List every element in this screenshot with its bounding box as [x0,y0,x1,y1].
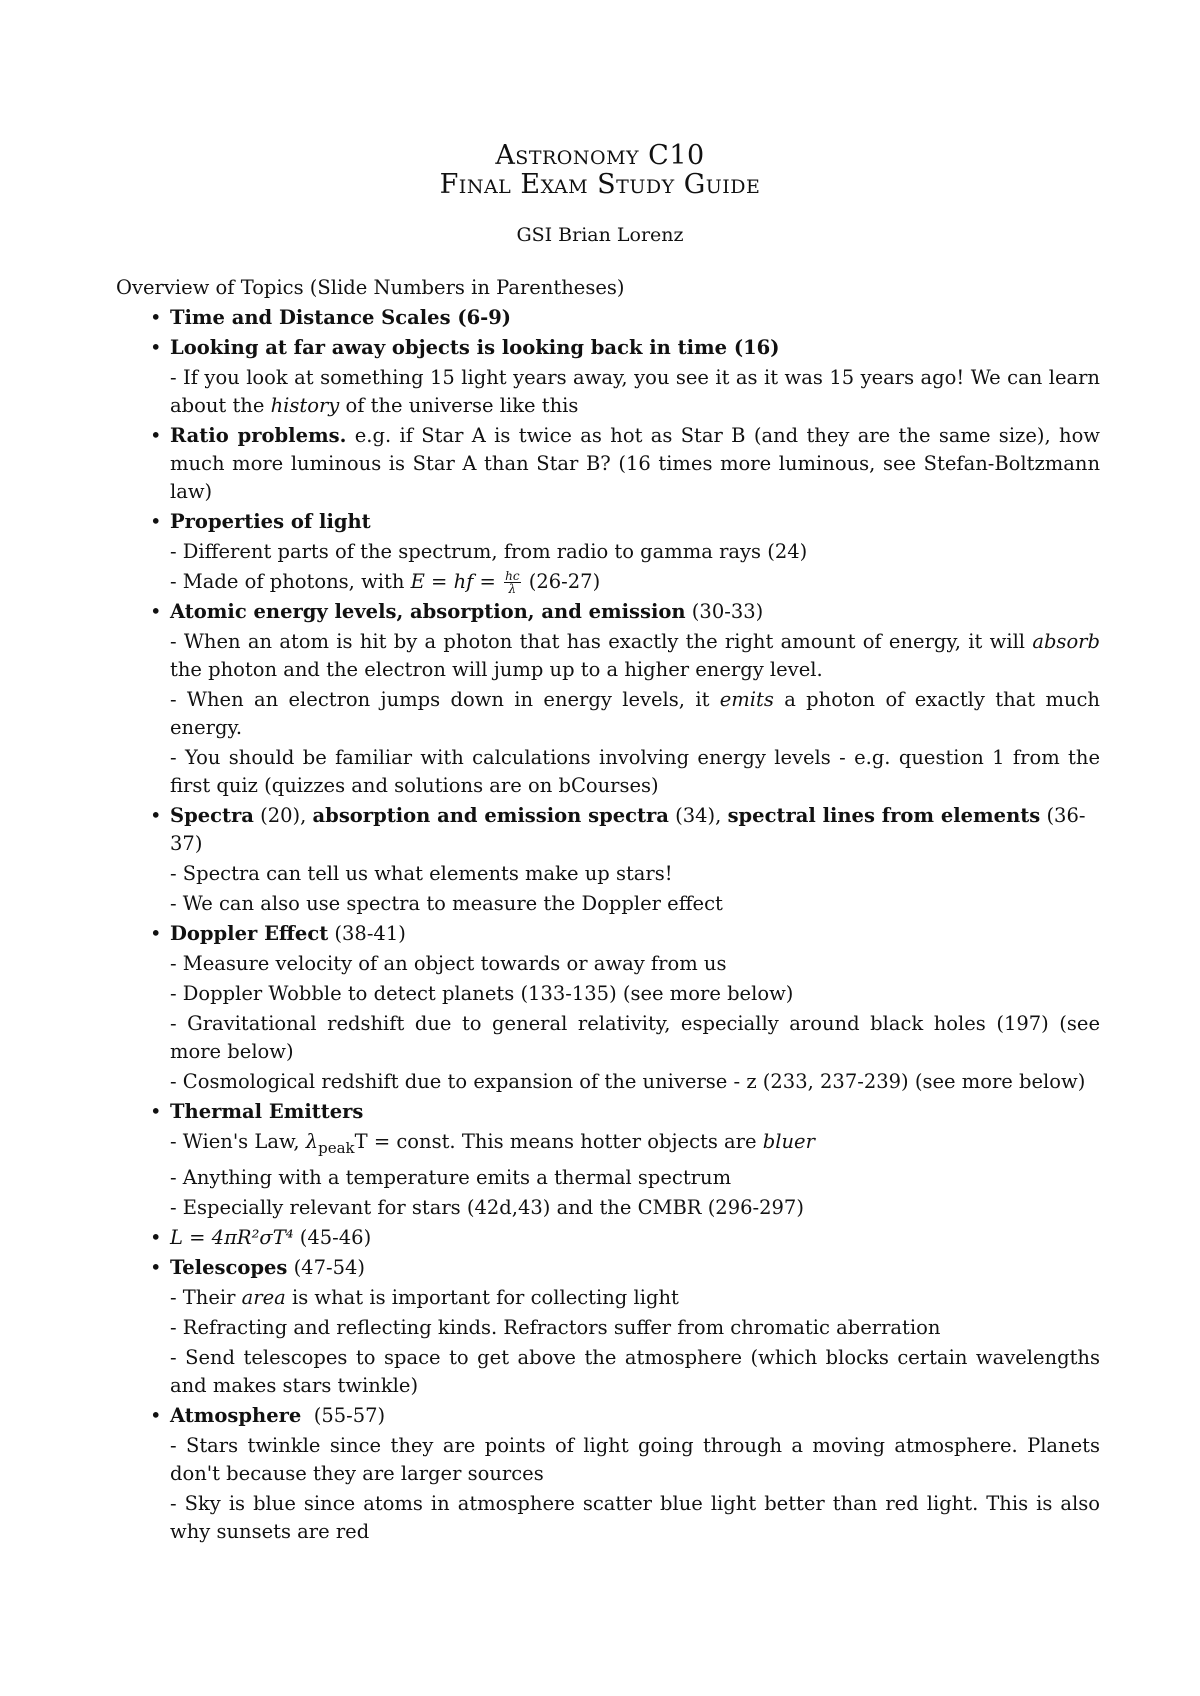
bullet-icon: • [150,1255,162,1279]
sub-note: - Doppler Wobble to detect planets (133-135) (see more below) [170,982,794,1005]
item-text: (47-54) [287,1255,366,1279]
item-bold: Thermal Emitters [170,1100,364,1123]
sub-note: - Gravitational redshift due to general relativity, especially around black holes (197) (see more below) [170,1012,1100,1063]
list-item [116,802,1100,858]
bullet-icon: • [150,922,162,945]
fraction-denominator: λ [508,582,517,596]
item-bold: Atmosphere [170,1403,302,1427]
author: GSI Brian Lorenz [516,224,684,246]
list-item [116,1402,1100,1430]
sub-note [116,1128,1100,1162]
list-item [116,1254,1100,1282]
fraction [504,570,520,595]
bullet-icon: • [150,1100,162,1123]
item-text: (30-33) [685,600,764,623]
item-text: (45-46) [293,1225,372,1249]
sub-note [116,364,1100,420]
sub-note: - Refracting and reflecting kinds. Refractors suffer from chromatic aberration [170,1315,941,1339]
sub-text: T = const. This means hotter objects are [354,1130,763,1153]
bullet-icon: • [150,306,162,329]
sub-text: is what is important for collecting light [285,1285,679,1309]
sub-note: - Cosmological redshift due to expansion of the universe - z (233, 237-239) (see more below) [170,1070,1086,1093]
sub-note: - Measure velocity of an object towards or away from us [170,952,727,975]
item-text: e.g. if Star A is twice as hot as Star B (and they are the same size), how much more luminous is Star A than Star B? (16 times more luminous, see Stefan-Boltzmann law) [170,424,1100,503]
sub-text: (26-27) [522,570,601,593]
item-bold: Doppler Effect [170,922,329,945]
bullet-icon: • [150,600,162,623]
bullet-icon: • [150,424,162,447]
title-line-1: Astronomy C10 [495,140,705,171]
sub-text: of the universe like this [339,394,579,417]
item-text: (36-37) [170,804,1086,855]
sub-note [116,568,1100,596]
item-bold: Atomic energy levels, absorption, and emission [170,600,686,623]
bullet-icon: • [150,510,162,533]
sub-note: - Anything with a temperature emits a thermal spectrum [170,1165,732,1189]
item-text: (20), [253,804,313,827]
fraction-numerator: hc [505,569,520,583]
list-item [116,334,1100,362]
sub-italic: history [270,394,340,417]
list-item [116,598,1100,626]
list-item [116,1098,1100,1126]
sub-text: a photon of exactly that much energy. [170,688,1100,739]
equation: E = hf = [410,570,496,593]
bullet-icon: • [150,336,162,359]
sub-note [116,628,1100,684]
bullet-icon: • [150,1403,162,1427]
sub-note: - Send telescopes to space to get above the atmosphere (which blocks certain wavelengths and makes stars twinkle) [170,1345,1100,1397]
sub-note: - Sky is blue since atoms in atmosphere scatter blue light better than red light. This is also why sunsets are red [170,1491,1100,1543]
title-line-2: Final Exam Study Guide [439,169,761,200]
sub-text: - Made of photons, with [170,570,411,593]
sub-note: - We can also use spectra to measure the Doppler effect [170,892,723,915]
sub-text: - Their [170,1285,242,1309]
sub-note [116,1284,1100,1312]
sub-italic: absorb [1032,630,1100,653]
sub-italic: bluer [762,1130,815,1153]
bullet-icon: • [150,804,162,827]
item-bold: Properties of light [170,510,371,533]
item-text: (34), [668,804,728,827]
item-bold: Ratio problems. [170,424,347,447]
sub-note: - Spectra can tell us what elements make up stars! [170,862,673,885]
list-item [116,1224,1100,1252]
sub-text: - When an electron jumps down in energy levels, it [170,688,720,711]
sub-note: - Different parts of the spectrum, from radio to gamma rays (24) [170,540,808,563]
item-bold: spectral lines from elements [727,804,1041,827]
item-text: (38-41) [328,922,406,945]
item-bold: Time and Distance Scales (6-9) [170,306,512,329]
sub-text: - When an atom is hit by a photon that has exactly the right amount of energy, it will [170,630,1033,653]
subscript: peak [318,1138,355,1157]
sub-note: - Stars twinkle since they are points of light going through a moving atmosphere. Planets don't because they are larger sources [170,1433,1100,1485]
list-item [116,920,1100,948]
overview-section [116,274,1100,1546]
sub-italic: emits [719,688,774,711]
overview-heading: Overview of Topics (Slide Numbers in Parentheses) [116,276,625,299]
sub-note: - You should be familiar with calculations involving energy levels - e.g. question 1 from the first quiz (quizzes and solutions are on bCourses) [170,746,1100,797]
item-bold: Spectra [170,804,254,827]
lambda-symbol: λ [305,1130,319,1153]
list-item [116,508,1100,536]
list-item [116,422,1100,506]
item-bold: Looking at far away objects is looking back in time (16) [170,336,780,359]
sub-note: - Especially relevant for stars (42d,43) and the CMBR (296-297) [170,1195,804,1219]
item-bold: absorption and emission spectra [312,804,669,827]
list-item [116,304,1100,332]
sub-italic: area [241,1285,286,1309]
sub-note [116,686,1100,742]
sub-text: the photon and the electron will jump up to a higher energy level. [170,658,823,681]
sub-text: - If you look at something 15 light years away, you see it as it was 15 years ago! We can learn about the [170,366,1100,417]
equation: L = 4πR²σT⁴ [170,1225,294,1249]
item-bold: Telescopes [170,1255,288,1279]
item-text: (55-57) [301,1403,386,1427]
sub-text: - Wien's Law, [170,1130,306,1153]
bullet-icon: • [150,1225,162,1249]
